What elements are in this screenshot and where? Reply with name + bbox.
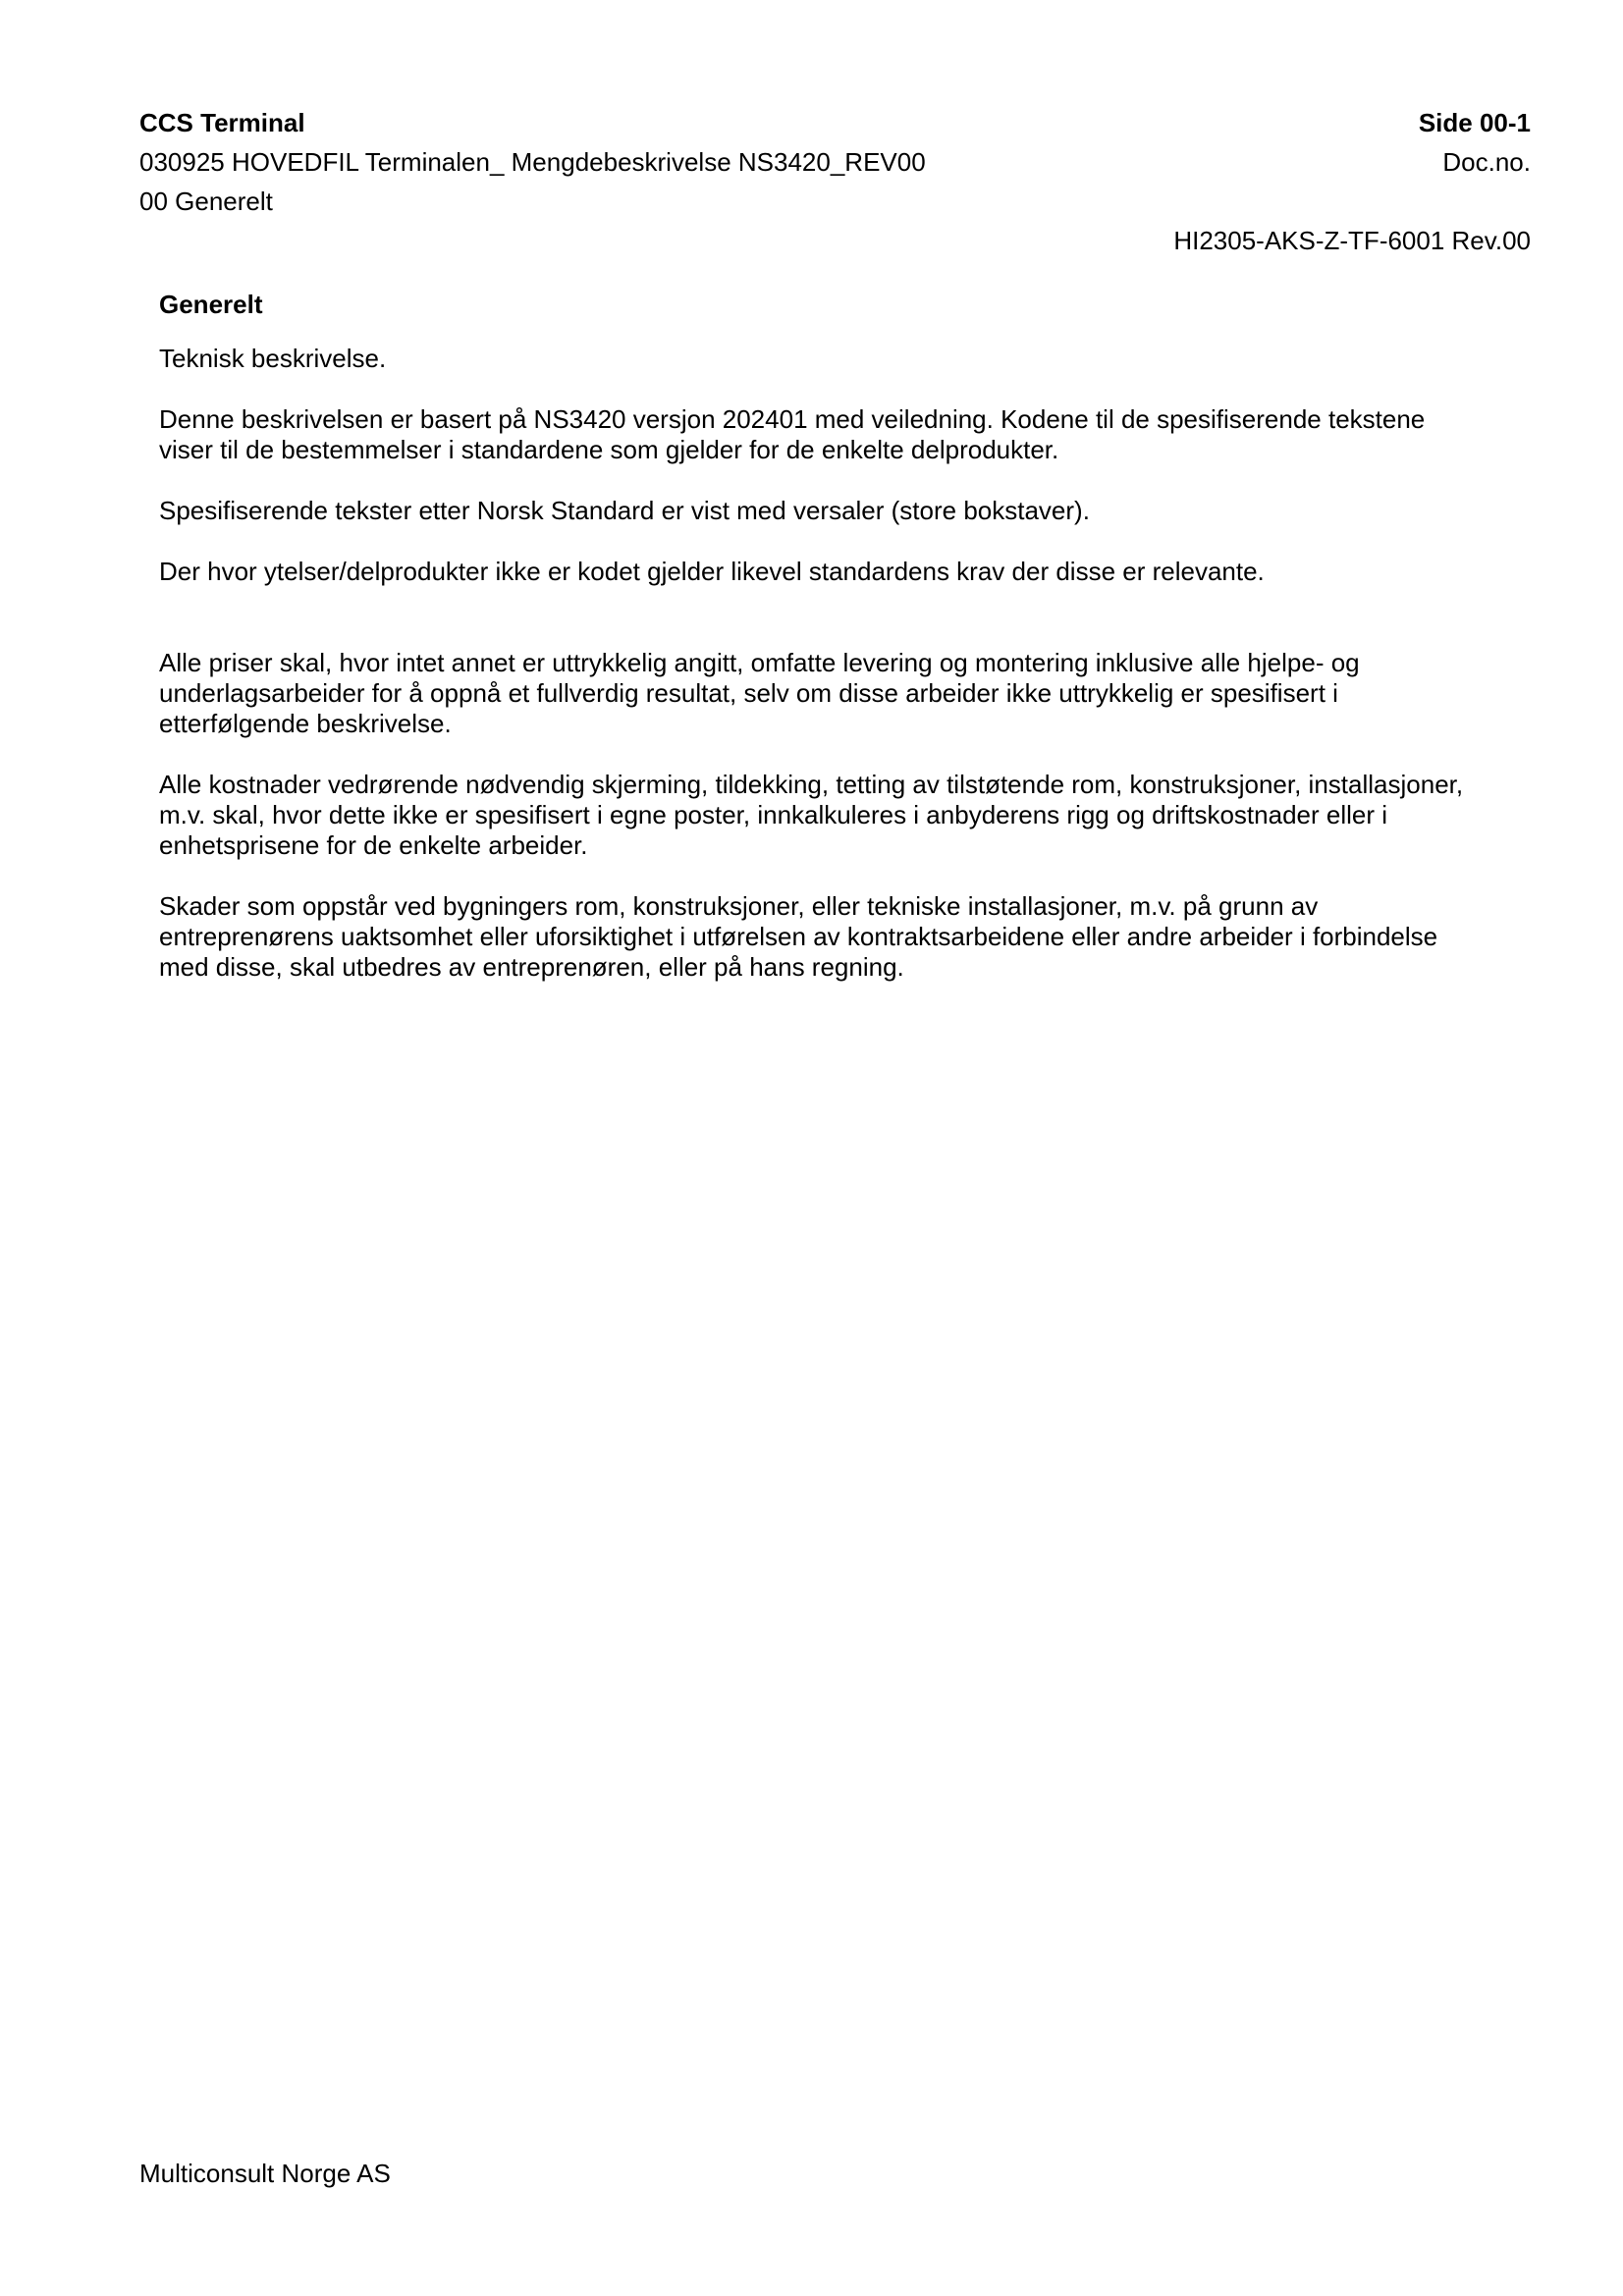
page-number: Side 00-1 <box>1418 108 1531 137</box>
paragraph-specification-text: Spesifiserende tekster etter Norsk Standard er vist med versaler (store bokstaver). <box>159 496 1090 525</box>
doc-no-label: Doc.no. <box>1442 147 1531 177</box>
chapter-title: 00 Generelt <box>139 187 273 216</box>
section-heading: Generelt <box>159 290 263 319</box>
footer-company: Multiconsult Norge AS <box>139 2159 391 2188</box>
paragraph-basis: Denne beskrivelsen er basert på NS3420 versjon 202401 med veiledning. Kodene til de spesifiserende tekstene viser til de bestemmelser i standardene som gjelder for de enkelte delprodukter. <box>159 404 1426 464</box>
paragraph-damages: Skader som oppstår ved bygningers rom, konstruksjoner, eller tekniske installasjoner, m.v. på grunn av entreprenørens uaktsomhet eller uforsiktighet i utførelsen av kontraktsarbeidene eller andre arbeider i forbindelse med disse, skal utbedres av entreprenøren, eller på hans regning. <box>159 891 1438 982</box>
file-name: 030925 HOVEDFIL Terminalen_ Mengdebeskrivelse NS3420_REV00 <box>139 147 926 177</box>
doc-no-value: HI2305-AKS-Z-TF-6001 Rev.00 <box>1173 226 1531 255</box>
paragraph-costs: Alle kostnader vedrørende nødvendig skjerming, tildekking, tetting av tilstøtende rom, konstruksjoner, installasjoner, m.v. skal, hvor dette ikke er spesifisert i egne poster, innkalkuleres i anbyderens rigg og driftskostnader eller i enhetsprisene for de enkelte arbeider. <box>159 770 1464 860</box>
paragraph-prices: Alle priser skal, hvor intet annet er uttrykkelig angitt, omfatte levering og montering inklusive alle hjelpe- og underlagsarbeider for å oppnå et fullverdig resultat, selv om disse arbeider ikke uttrykkelig er spesifisert i etterfølgende beskrivelse. <box>159 648 1360 738</box>
project-title: CCS Terminal <box>139 108 305 137</box>
paragraph-uncoded-items: Der hvor ytelser/delprodukter ikke er kodet gjelder likevel standardens krav der disse er relevante. <box>159 557 1265 586</box>
content-body <box>159 290 1485 1013</box>
paragraph-intro: Teknisk beskrivelse. <box>159 344 387 373</box>
